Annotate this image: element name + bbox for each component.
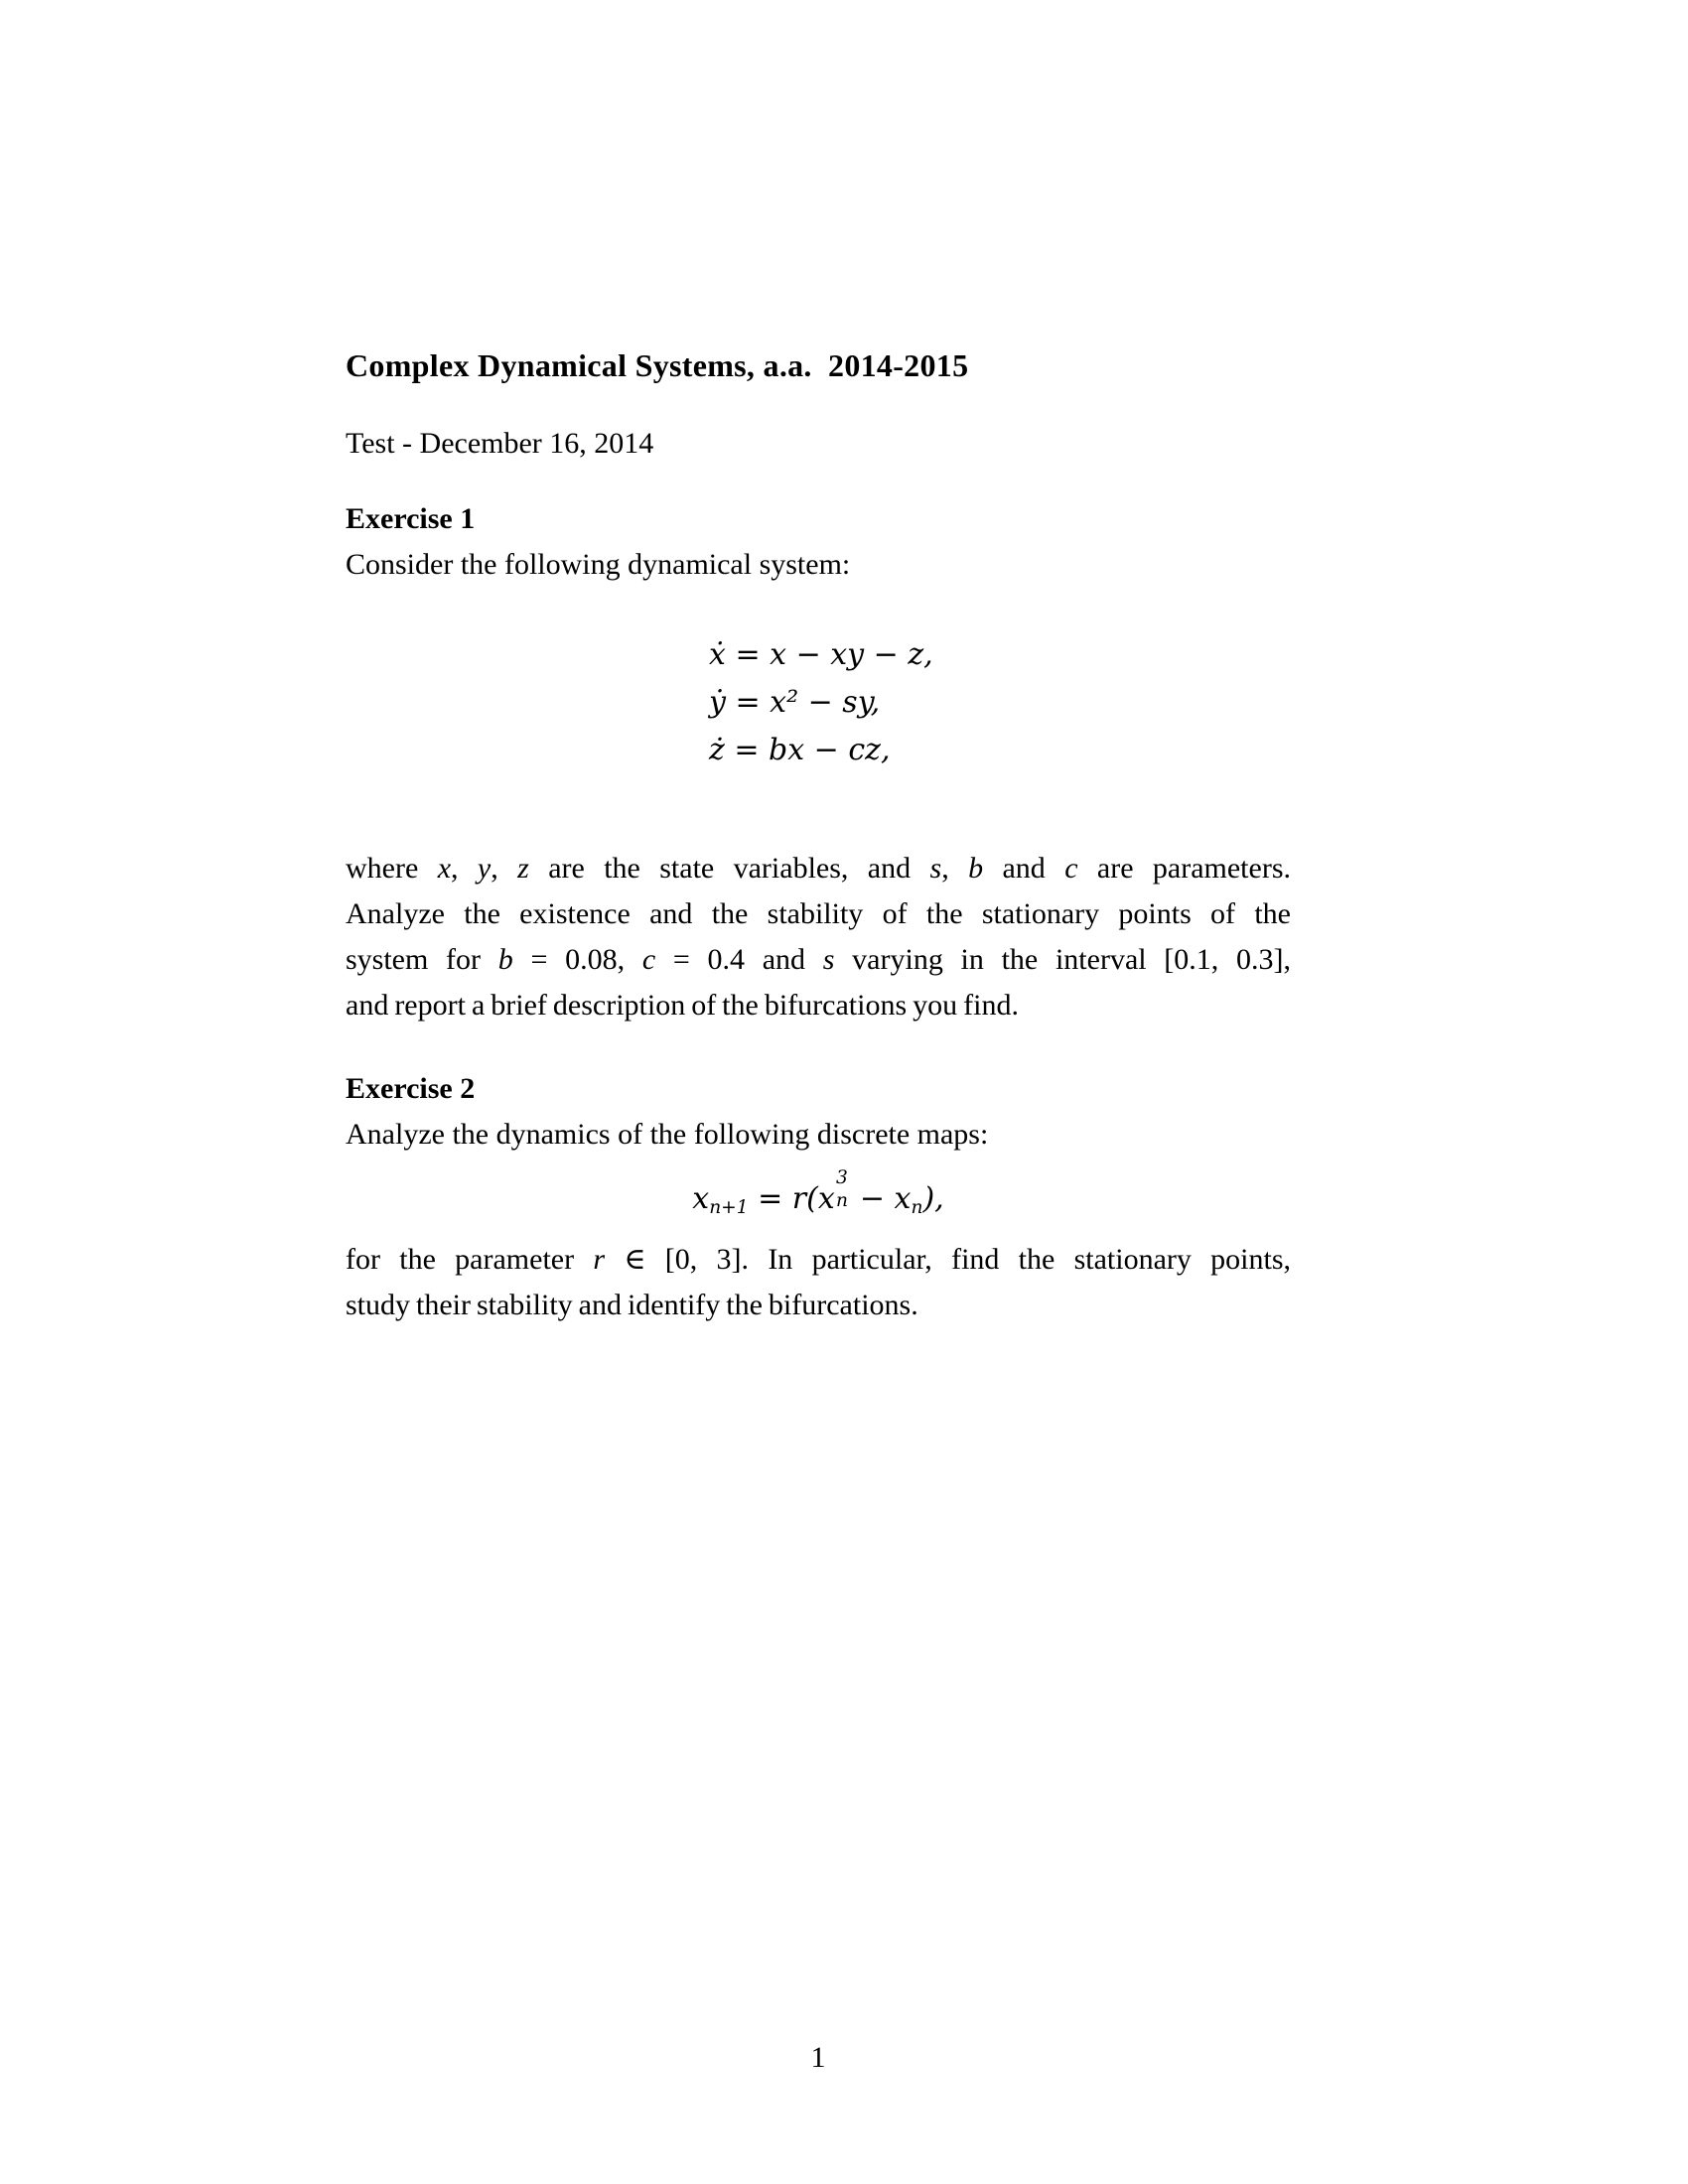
exercise2-intro: Analyze the dynamics of the following discrete maps: <box>346 1118 989 1151</box>
equation-line-ydot: ẏ = x² − sy, <box>709 685 881 720</box>
paragraph-line <box>346 846 1291 891</box>
page-number: 1 <box>810 2041 826 2074</box>
map-formula-math <box>692 1167 944 1219</box>
text-segment: for the parameter <box>346 1243 594 1276</box>
exercise2-heading: Exercise 2 <box>346 1072 476 1105</box>
math-variable: y <box>477 852 492 885</box>
formula-equals-rparen: = r(x <box>748 1181 835 1216</box>
text-segment: are the state variables, and <box>528 852 930 885</box>
formula-subscript-n1: n+1 <box>709 1197 749 1219</box>
math-variable: x <box>437 852 452 885</box>
formula-subscript-n: n <box>835 1189 848 1211</box>
math-variable: b <box>497 943 513 976</box>
test-date-line: Test - December 16, 2014 <box>346 427 654 460</box>
math-variable: s <box>929 852 942 885</box>
equation-line-xdot: ẋ = x − xy − z, <box>709 637 933 672</box>
document-title: Complex Dynamical Systems, a.a. 2014-2015 <box>346 347 969 383</box>
formula-close: ), <box>922 1181 944 1216</box>
paragraph-line <box>346 891 1291 937</box>
text-segment: study their stability and identify the bifurcations. <box>346 1289 918 1321</box>
math-variable: z <box>517 852 529 885</box>
formula-minus-x: − x <box>850 1181 912 1216</box>
formula-var-x: x <box>692 1181 710 1216</box>
formula-superscript-3: 3 <box>835 1167 848 1189</box>
text-segment: , <box>491 852 518 885</box>
paragraph-line <box>346 983 1291 1028</box>
formula-subscript-n2: n <box>911 1197 923 1219</box>
equation-block <box>709 631 933 774</box>
exercise2-paragraph <box>346 1237 1291 1328</box>
paragraph-line <box>346 937 1291 983</box>
text-segment: , <box>451 852 478 885</box>
text-segment: system for <box>346 943 498 976</box>
text-segment: and report a brief description of the bifurcations you find. <box>346 989 1019 1022</box>
math-variable: r <box>593 1243 606 1276</box>
exercise1-heading: Exercise 1 <box>346 502 476 535</box>
text-segment: Analyze the existence and the stability of the stationary points of the <box>346 897 1291 930</box>
paragraph-line <box>346 1283 1291 1328</box>
exercise1-intro: Consider the following dynamical system: <box>346 548 851 581</box>
math-variable: s <box>822 943 835 976</box>
equation-line-zdot: ż = bx − cz, <box>709 733 891 767</box>
paragraph-line <box>346 1237 1291 1283</box>
formula-supsub-stack <box>835 1167 850 1211</box>
math-variable: b <box>968 852 984 885</box>
text-segment: are parameters. <box>1077 852 1292 885</box>
exercise1-paragraph <box>346 846 1291 1028</box>
text-segment: , <box>941 852 969 885</box>
text-segment: = 0.4 and <box>655 943 823 976</box>
math-variable: c <box>1064 852 1078 885</box>
text-segment: varying in the interval [0.1, 0.3], <box>834 943 1292 976</box>
text-segment: where <box>346 852 438 885</box>
text-segment: ∈ [0, 3]. In particular, find the stationary points, <box>605 1243 1292 1276</box>
map-formula <box>346 1167 1291 1219</box>
math-variable: c <box>641 943 656 976</box>
text-segment: = 0.08, <box>512 943 642 976</box>
text-segment: and <box>983 852 1065 885</box>
